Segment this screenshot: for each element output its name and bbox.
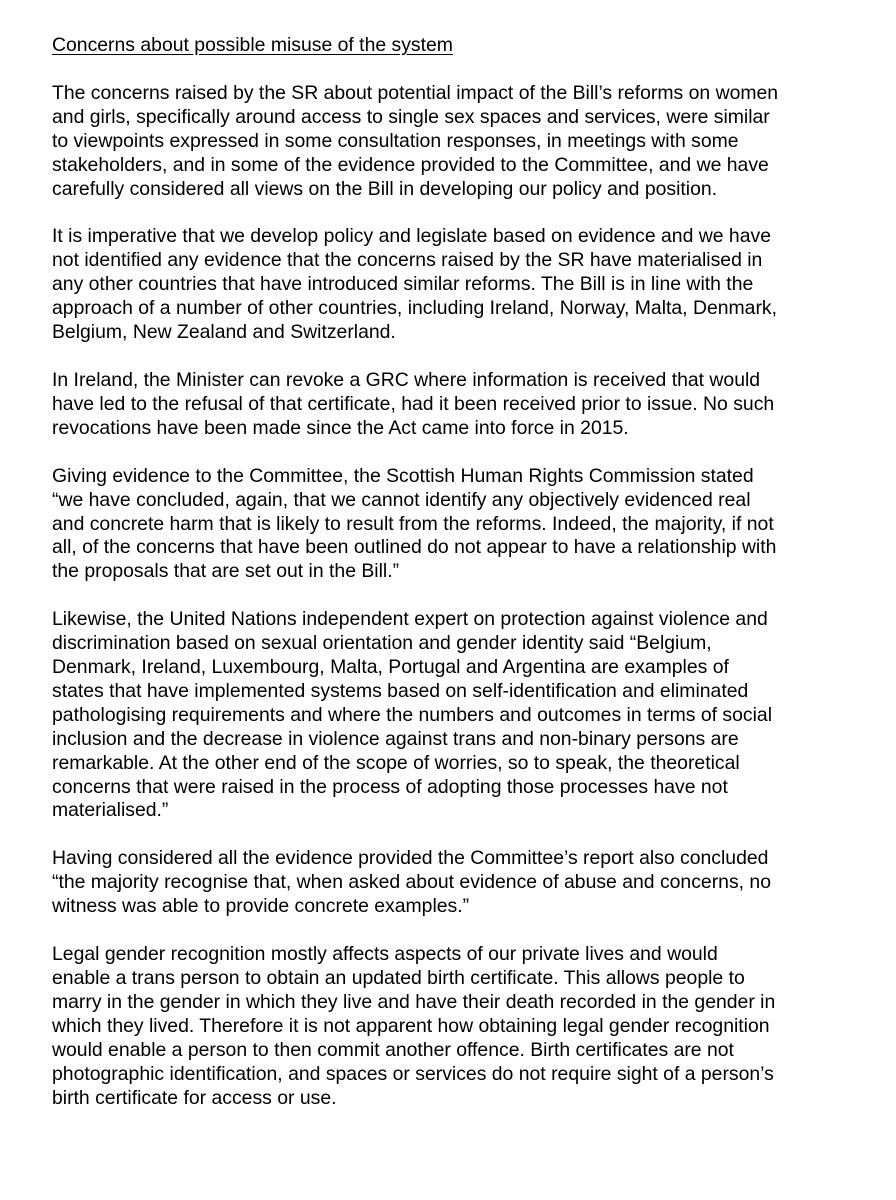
text-line: states that have implemented systems based on self-identification and eliminated (52, 679, 749, 702)
text-line: approach of a number of other countries, including Ireland, Norway, Malta, Denmark, (52, 297, 777, 320)
text-line: The concerns raised by the SR about potential impact of the Bill’s reforms on women (52, 81, 779, 104)
text-line: Legal gender recognition mostly affects aspects of our private lives and would (52, 943, 718, 966)
text-line: stakeholders, and in some of the evidence provided to the Committee, and we have (52, 153, 769, 176)
text-line: would enable a person to then commit another offence. Birth certificates are not (52, 1038, 734, 1061)
text-line: “we have concluded, again, that we cannot identify any objectively evidenced real (52, 488, 751, 511)
body-paragraph (52, 847, 842, 919)
body-paragraph (52, 369, 842, 441)
text-line: enable a trans person to obtain an updated birth certificate. This allows people to (52, 967, 745, 989)
text-line: Likewise, the United Nations independent expert on protection against violence and (52, 608, 768, 631)
text-line: have led to the refusal of that certificate, had it been received prior to issue. No such (52, 392, 775, 415)
text-line: pathologising requirements and where the numbers and outcomes in terms of social (52, 703, 773, 726)
text-line: the proposals that are set out in the Bill.” (52, 560, 400, 583)
text-line: discrimination based on sexual orientation and gender identity said “Belgium, (52, 632, 712, 655)
body-paragraph (52, 82, 842, 202)
text-line: marry in the gender in which they live and have their death recorded in the gender in (52, 990, 776, 1013)
text-line: carefully considered all views on the Bill in developing our policy and position. (52, 177, 718, 200)
text-line: birth certificate for access or use. (52, 1086, 337, 1109)
text-line: “the majority recognise that, when asked about evidence of abuse and concerns, no (52, 871, 771, 894)
paragraph-list (52, 82, 842, 1111)
body-paragraph (52, 465, 842, 585)
text-line: remarkable. At the other end of the scope of worries, so to speak, the theoretical (52, 751, 740, 774)
text-line: which they lived. Therefore it is not apparent how obtaining legal gender recognition (52, 1014, 770, 1037)
text-line: not identified any evidence that the concerns raised by the SR have materialised in (52, 249, 763, 272)
body-paragraph (52, 225, 842, 345)
document-page (52, 34, 842, 1134)
text-line: to viewpoints expressed in some consultation responses, in meetings with some (52, 129, 739, 152)
section-heading: Concerns about possible misuse of the system (52, 34, 453, 56)
text-line: Giving evidence to the Committee, the Scottish Human Rights Commission stated (52, 464, 754, 487)
text-line: Having considered all the evidence provided the Committee’s report also concluded (52, 847, 769, 870)
body-paragraph (52, 943, 842, 1110)
text-line: and concrete harm that is likely to result from the reforms. Indeed, the majority, if not (52, 512, 774, 535)
text-line: In Ireland, the Minister can revoke a GRC where information is received that would (52, 368, 761, 391)
text-line: Denmark, Ireland, Luxembourg, Malta, Portugal and Argentina are examples of (52, 656, 729, 679)
text-line: inclusion and the decrease in violence against trans and non-binary persons are (52, 727, 739, 750)
text-line: revocations have been made since the Act came into force in 2015. (52, 416, 629, 439)
text-line: materialised.” (52, 799, 169, 822)
text-line: and girls, specifically around access to single sex spaces and services, were similar (52, 105, 770, 128)
text-line: Belgium, New Zealand and Switzerland. (52, 321, 396, 344)
text-line: It is imperative that we develop policy and legislate based on evidence and we have (52, 225, 771, 248)
body-paragraph (52, 608, 842, 823)
text-line: any other countries that have introduced similar reforms. The Bill is in line with the (52, 273, 754, 296)
text-line: witness was able to provide concrete examples.” (52, 895, 470, 918)
text-line: photographic identification, and spaces or services do not require sight of a person’s (52, 1062, 774, 1085)
text-line: concerns that were raised in the process of adopting those processes have not (52, 775, 728, 798)
text-line: all, of the concerns that have been outlined do not appear to have a relationship with (52, 536, 777, 559)
